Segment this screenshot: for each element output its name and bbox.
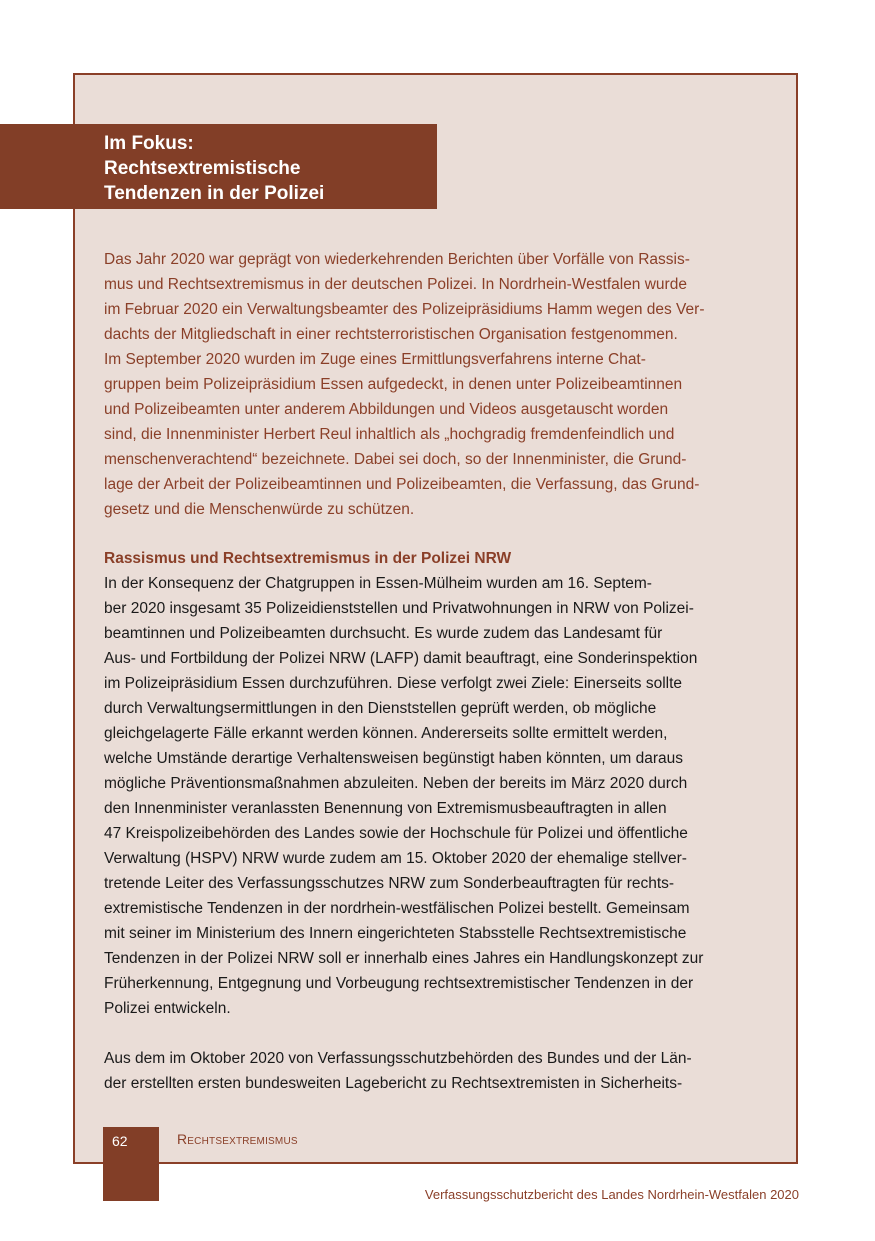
text-line: der erstellten ersten bundesweiten Lagebericht zu Rechtsextremisten in Sicherheits- xyxy=(104,1075,683,1092)
text-line: Verwaltung (HSPV) NRW wurde zudem am 15. Oktober 2020 der ehemalige stellver- xyxy=(104,850,687,867)
text-line: tretende Leiter des Verfassungsschutzes NRW zum Sonderbeauftragten für rechts- xyxy=(104,875,675,892)
text-line: dachts der Mitgliedschaft in einer rechtsterroristischen Organisation festgenommen. xyxy=(104,326,678,343)
text-line: Das Jahr 2020 war geprägt von wiederkehrenden Berichten über Vorfälle von Rassis- xyxy=(104,251,690,268)
text-line: lage der Arbeit der Polizeibeamtinnen und Polizeibeamten, die Verfassung, das Grund- xyxy=(104,476,700,493)
banner-line: Tendenzen in der Polizei xyxy=(104,183,325,204)
text-line: im Februar 2020 ein Verwaltungsbeamter des Polizeipräsidiums Hamm wegen des Ver- xyxy=(104,301,705,318)
text-line: welche Umstände derartige Verhaltensweisen begünstigt haben könnten, um daraus xyxy=(104,750,684,767)
text-line: und Polizeibeamten unter anderem Abbildungen und Videos ausgetauscht worden xyxy=(104,401,669,418)
text-line: sind, die Innenminister Herbert Reul inhaltlich als „hochgradig fremdenfeindlich und xyxy=(104,426,675,443)
text-line: Im September 2020 wurden im Zuge eines Ermittlungsverfahrens interne Chat- xyxy=(104,351,646,368)
text-line: im Polizeipräsidium Essen durchzuführen. Diese verfolgt zwei Ziele: Einerseits sollte xyxy=(104,675,683,692)
text-line: gleichgelagerte Fälle erkannt werden können. Andererseits sollte ermittelt werden, xyxy=(104,725,668,742)
text-line: gesetz und die Menschenwürde zu schützen. xyxy=(104,501,415,518)
footer-publication-title: Verfassungsschutzbericht des Landes Nordrhein-Westfalen 2020 xyxy=(424,1187,799,1202)
text-line: Tendenzen in der Polizei NRW soll er innerhalb eines Jahres ein Handlungskonzept zur xyxy=(104,950,704,967)
text-line: gruppen beim Polizeipräsidium Essen aufgedeckt, in denen unter Polizeibeamtinnen xyxy=(104,376,683,393)
text-line: mus und Rechtsextremismus in der deutschen Polizei. In Nordrhein-Westfalen wurde xyxy=(104,276,687,293)
section-heading: Rassismus und Rechtsextremismus in der Polizei NRW xyxy=(104,550,512,567)
text-line: Polizei entwickeln. xyxy=(104,1000,231,1017)
text-line: mögliche Präventionsmaßnahmen abzuleiten. Neben der bereits im März 2020 durch xyxy=(104,775,688,792)
text-line: In der Konsequenz der Chatgruppen in Essen-Mülheim wurden am 16. Septem- xyxy=(104,575,652,592)
body-paragraph-1 xyxy=(104,571,774,1021)
focus-banner-title xyxy=(104,131,434,206)
text-line: menschenverachtend“ bezeichnete. Dabei sei doch, so der Innenminister, die Grund- xyxy=(104,451,687,468)
text-line: Früherkennung, Entgegnung und Vorbeugung rechtsextremistischer Tendenzen in der xyxy=(104,975,694,992)
page-number: 62 xyxy=(103,1127,159,1201)
banner-line: Im Fokus: xyxy=(104,133,194,154)
text-line: Aus- und Fortbildung der Polizei NRW (LAFP) damit beauftragt, eine Sonderinspektion xyxy=(104,650,698,667)
text-line: mit seiner im Ministerium des Innern eingerichteten Stabsstelle Rechtsextremistische xyxy=(104,925,687,942)
banner-line: Rechtsextremistische xyxy=(104,158,301,179)
intro-paragraph xyxy=(104,247,774,522)
section-label: Rechtsextremismus xyxy=(177,1131,298,1147)
text-line: 47 Kreispolizeibehörden des Landes sowie der Hochschule für Polizei und öffentliche xyxy=(104,825,688,842)
text-line: Aus dem im Oktober 2020 von Verfassungsschutzbehörden des Bundes und der Län- xyxy=(104,1050,692,1067)
text-line: ber 2020 insgesamt 35 Polizeidienststellen und Privatwohnungen in NRW von Polizei- xyxy=(104,600,694,617)
body-paragraph-2 xyxy=(104,1046,774,1096)
text-line: durch Verwaltungsermittlungen in den Dienststellen geprüft werden, ob mögliche xyxy=(104,700,657,717)
text-line: extremistische Tendenzen in der nordrhein-westfälischen Polizei bestellt. Gemeinsam xyxy=(104,900,690,917)
text-line: beamtinnen und Polizeibeamten durchsucht. Es wurde zudem das Landesamt für xyxy=(104,625,663,642)
text-line: den Innenminister veranlassten Benennung von Extremismusbeauftragten in allen xyxy=(104,800,667,817)
